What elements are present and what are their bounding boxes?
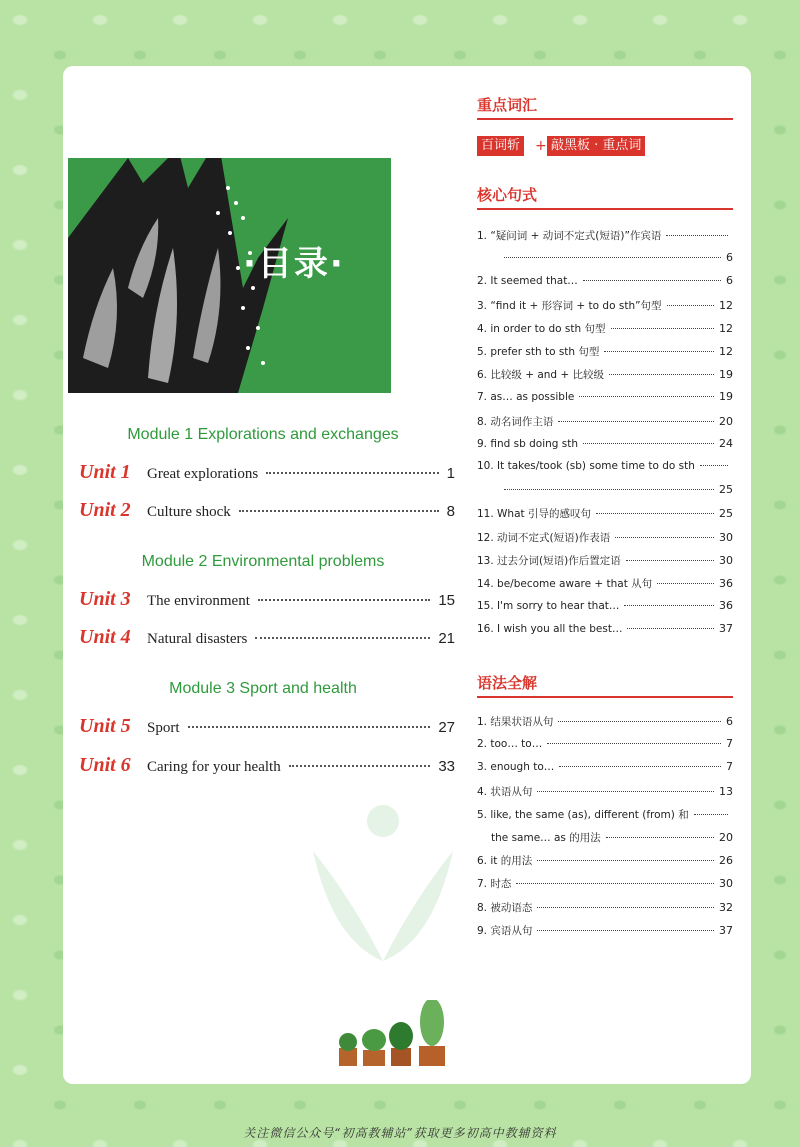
toc-item[interactable] [477, 784, 733, 802]
toc-item[interactable] [477, 274, 733, 292]
dot-leader [188, 726, 431, 728]
dot-leader [537, 860, 714, 861]
toc-item[interactable] [477, 321, 733, 339]
toc-item-text: 16. I wish you all the best… [477, 623, 623, 636]
unit-title: Caring for your health [147, 759, 281, 775]
unit-title: The environment [147, 593, 250, 609]
dot-leader [547, 743, 721, 744]
unit-page-number: 8 [446, 503, 455, 520]
toc-item-text: 10. It takes/took (sb) some time to do sth [477, 460, 695, 472]
contents-page [63, 66, 751, 1084]
contents-title: ·目录· [243, 244, 345, 284]
toc-item-page: 12 [719, 345, 733, 358]
toc-item-page: 24 [719, 436, 733, 450]
dot-leader [579, 396, 714, 397]
dot-leader [559, 766, 721, 767]
toc-item[interactable] [477, 923, 733, 941]
unit-page-number: 1 [446, 465, 455, 482]
toc-item-page: 12 [719, 321, 733, 335]
unit-page-number: 15 [438, 592, 455, 609]
toc-item-text: 8. 被动语态 [477, 901, 533, 914]
dot-leader [583, 280, 721, 281]
module-title: Module 1 Explorations and exchanges [127, 426, 399, 443]
toc-item[interactable] [477, 714, 733, 732]
toc-item-page: 19 [719, 390, 733, 404]
toc-item-text: 6. 比较级 + and + 比较级 [477, 369, 605, 382]
toc-item-page: 26 [719, 854, 733, 868]
unit-entry[interactable] [79, 499, 455, 523]
dot-leader [504, 489, 714, 490]
units-column [63, 66, 463, 1084]
dot-leader [504, 257, 721, 258]
toc-item[interactable] [477, 228, 733, 246]
toc-item-page: 6 [726, 274, 733, 288]
dot-leader [624, 605, 714, 606]
unit-entry[interactable] [79, 754, 455, 778]
sections-column [477, 66, 737, 1084]
unit-label: Unit 5 [79, 715, 131, 737]
unit-entry[interactable] [79, 588, 455, 612]
vocab-tag-1[interactable]: 百词斩 [477, 136, 524, 156]
toc-item-text: 1. 结果状语从句 [477, 716, 554, 728]
toc-item-page: 30 [719, 877, 733, 891]
dot-leader [667, 305, 714, 306]
toc-item[interactable] [477, 506, 733, 524]
unit-entry[interactable] [79, 461, 455, 485]
toc-item[interactable] [477, 622, 733, 640]
toc-item[interactable] [477, 900, 733, 918]
toc-item-text: 15. I'm sorry to hear that… [477, 600, 620, 613]
dot-leader [239, 510, 439, 512]
dot-leader [596, 513, 714, 514]
unit-title: Great explorations [147, 466, 259, 482]
unit-title: Culture shock [147, 504, 231, 520]
dot-leader [558, 721, 721, 722]
plus-sign: + [535, 138, 547, 154]
toc-item-page: 13 [719, 784, 733, 798]
toc-item[interactable] [477, 483, 733, 501]
toc-item-page: 30 [719, 530, 733, 544]
dot-leader [615, 537, 714, 538]
dot-leader [604, 351, 714, 352]
toc-item-text: 6. it 的用法 [477, 855, 533, 868]
dot-leader [694, 814, 728, 815]
toc-item[interactable] [477, 807, 733, 825]
toc-item-text: 9. find sb doing sth [477, 437, 579, 450]
toc-item-text: 2. too… to… [477, 738, 543, 751]
toc-item-text: 8. 动名词作主语 [477, 415, 554, 428]
toc-item[interactable] [477, 599, 733, 617]
toc-item[interactable] [477, 344, 733, 362]
unit-page-number: 21 [438, 630, 455, 647]
toc-item-page: 36 [719, 577, 733, 590]
contents-banner [68, 158, 391, 393]
toc-item-page: 12 [719, 298, 733, 312]
unit-title: Natural disasters [147, 631, 248, 647]
toc-item-page: 19 [719, 368, 733, 382]
toc-item-page: 32 [719, 900, 733, 914]
vocab-tag-2[interactable]: 敲黑板 · 重点词 [547, 136, 645, 156]
dot-leader [516, 883, 714, 884]
module-title: Module 2 Environmental problems [141, 553, 385, 570]
toc-item-text: 7. as… as possible [477, 391, 575, 404]
unit-label: Unit 2 [79, 499, 131, 521]
toc-item-page: 25 [719, 483, 733, 497]
unit-label: Unit 6 [79, 754, 131, 776]
footer-note: 关注微信公众号“初高教辅站”获取更多初高中教辅资料 [243, 1126, 557, 1140]
toc-item-page: 7 [726, 760, 733, 774]
toc-item-text: 1. “疑问词 + 动词不定式(短语)”作宾语 [477, 230, 662, 242]
toc-item-text: 5. prefer sth to sth 句型 [477, 346, 600, 358]
toc-item[interactable] [477, 367, 733, 385]
toc-item-text: 5. like, the same (as), different (from) 和 [477, 808, 689, 821]
toc-item-text: 7. 时态 [477, 878, 512, 891]
toc-item[interactable] [477, 390, 733, 408]
dot-leader [627, 628, 714, 629]
toc-item-page: 37 [719, 622, 733, 636]
toc-item[interactable] [477, 576, 733, 594]
dot-leader [700, 465, 728, 466]
toc-item-text: 11. What 引导的感叹句 [477, 508, 591, 521]
toc-item-text: 13. 过去分词(短语)作后置定语 [477, 554, 621, 567]
toc-item-text: 2. It seemed that… [477, 275, 578, 288]
dot-leader [255, 637, 430, 639]
dot-leader [666, 235, 728, 236]
unit-entry[interactable] [79, 626, 455, 650]
dot-leader [258, 599, 430, 601]
toc-item[interactable] [477, 530, 733, 548]
toc-item-page: 20 [719, 831, 733, 844]
dot-leader [537, 907, 714, 908]
toc-item-text: the same… as 的用法 [491, 832, 601, 844]
toc-item-page: 20 [719, 414, 733, 428]
toc-item[interactable] [477, 460, 733, 478]
toc-item-text: 9. 宾语从句 [477, 924, 533, 937]
sentences-heading: 核心句式 [477, 184, 733, 210]
unit-title: Sport [147, 720, 180, 736]
unit-label: Unit 3 [79, 588, 131, 610]
toc-item[interactable] [477, 876, 733, 894]
toc-item[interactable] [477, 760, 733, 778]
dot-leader [537, 930, 714, 931]
unit-page-number: 33 [438, 758, 455, 775]
module-title: Module 3 Sport and health [169, 680, 357, 697]
dot-leader [611, 328, 715, 329]
dot-leader [626, 560, 714, 561]
toc-item-text: 14. be/become aware + that 从句 [477, 578, 653, 590]
toc-item-text: 3. “find it + 形容词 + to do sth”句型 [477, 299, 662, 312]
toc-item[interactable] [477, 830, 733, 848]
toc-item-text: 4. 状语从句 [477, 785, 533, 798]
toc-item[interactable] [477, 414, 733, 432]
dot-leader [537, 791, 714, 792]
dot-leader [289, 765, 431, 767]
toc-item-page: 25 [719, 507, 733, 521]
dot-leader [558, 421, 714, 422]
toc-item-page: 30 [719, 553, 733, 567]
toc-item-text: 12. 动词不定式(短语)作表语 [477, 531, 611, 544]
toc-item-page: 7 [726, 737, 733, 751]
toc-item[interactable] [477, 251, 733, 269]
dot-leader [606, 837, 714, 838]
toc-item-page: 6 [726, 715, 733, 728]
grammar-heading: 语法全解 [477, 672, 733, 698]
toc-item[interactable] [477, 298, 733, 316]
dot-leader [266, 472, 438, 474]
toc-item[interactable] [477, 553, 733, 571]
unit-entry[interactable] [79, 715, 455, 739]
unit-label: Unit 1 [79, 461, 131, 483]
dot-leader [657, 583, 714, 584]
vocab-heading: 重点词汇 [477, 94, 733, 120]
toc-item[interactable] [477, 737, 733, 755]
toc-item-page: 37 [719, 923, 733, 937]
unit-label: Unit 4 [79, 626, 131, 648]
toc-item-text: 3. enough to… [477, 761, 555, 774]
toc-item[interactable] [477, 853, 733, 871]
toc-item[interactable] [477, 437, 733, 455]
unit-page-number: 27 [438, 719, 455, 736]
cactus-pots-icon [331, 1000, 471, 1070]
toc-item-page: 6 [726, 251, 733, 265]
toc-item-text: 4. in order to do sth 句型 [477, 322, 606, 335]
toc-item-page: 36 [719, 599, 733, 613]
dot-leader [583, 443, 714, 444]
dot-leader [609, 374, 714, 375]
